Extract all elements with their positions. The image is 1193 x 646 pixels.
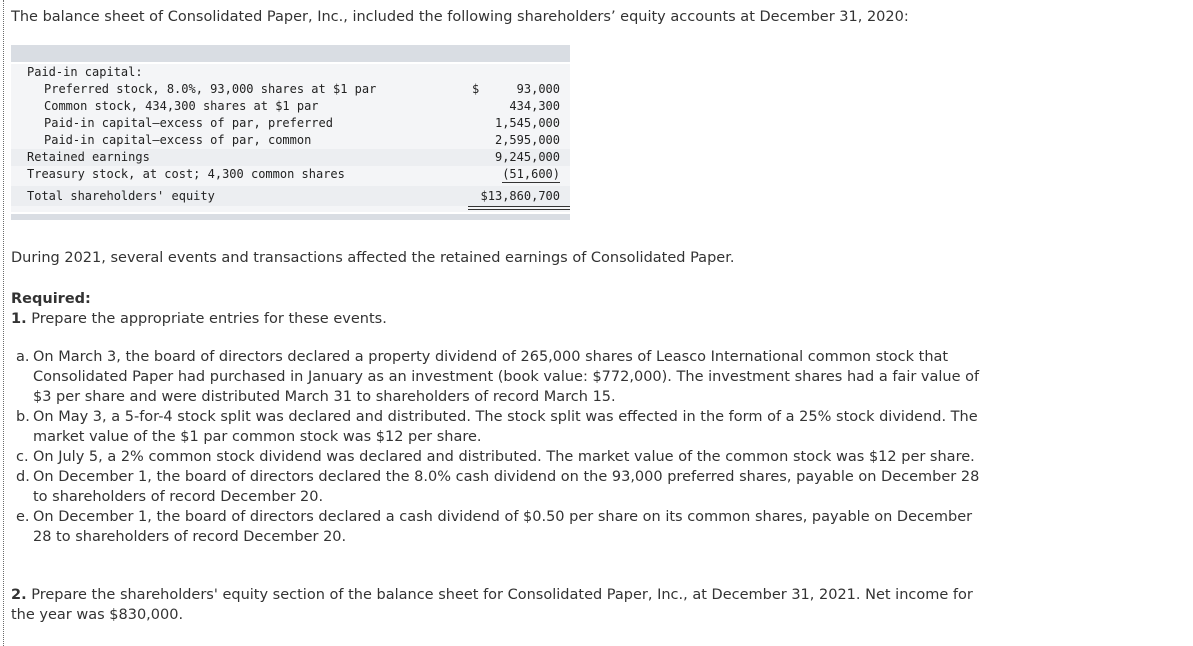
event-line: On December 1, the board of directors declared a cash dividend of $0.50 per share on its common shares, payable on December [33,509,973,525]
row-label: Retained earnings [27,150,150,164]
common-stock-row [11,98,570,115]
treasury-stock-row [11,166,570,183]
paid-in-capital-heading: Paid-in capital: [27,65,143,79]
left-dotted-rule [3,0,4,646]
event-letter: d. [16,469,30,485]
preferred-stock-row [11,81,570,98]
event-line: 28 to shareholders of record December 20. [33,529,347,545]
equity-table [11,45,570,220]
during-text: During 2021, several events and transactions affected the retained earnings of Consolidated Paper. [11,250,735,266]
requirement-2-line [11,585,1111,605]
total-equity-row [11,186,570,206]
requirement-1-number: 1. [11,311,27,327]
requirement-2 [11,585,1111,625]
event-letter: c. [16,449,29,465]
row-value: 93,000 [516,82,560,96]
event-line: Consolidated Paper had purchased in January as an investment (book value: $772,000). The investment shares had a fair value of [33,369,980,385]
equity-table-header-bar [11,45,570,62]
equity-table-body [11,64,570,212]
row-value: $13,860,700 [480,189,560,203]
total-double-rule-bottom [468,209,570,210]
row-value: 1,545,000 [494,116,560,130]
paid-in-capital-heading-row [11,64,570,81]
event-letter: b. [16,409,30,425]
event-d [16,467,1076,507]
currency-symbol: $ [472,82,480,96]
row-label: Paid-in capital—excess of par, common [44,133,312,147]
event-line: On March 3, the board of directors declared a property dividend of 265,000 shares of Leasco International common stock that [33,349,949,365]
total-double-rule-top [468,206,570,207]
requirement-2-number: 2. [11,587,27,603]
event-a [16,347,1076,407]
row-label: Treasury stock, at cost; 4,300 common shares [27,167,345,181]
event-line: market value of the $1 par common stock was $12 per share. [33,429,482,445]
event-letter: e. [16,509,30,525]
requirement-2-text: Prepare the shareholders' equity section of the balance sheet for Consolidated Paper, Inc., at December 31, 2021. Net income for [31,587,973,603]
row-value: 434,300 [509,99,560,113]
event-e [16,507,1076,547]
equity-table-footer-bar [11,214,570,220]
row-value: 9,245,000 [494,150,560,164]
row-label: Common stock, 434,300 shares at $1 par [44,99,319,113]
requirement-2-line: the year was $830,000. [11,607,184,623]
event-line: On May 3, a 5-for-4 stock split was declared and distributed. The stock split was effected in the form of a 25% stock dividend. The [33,409,978,425]
event-line: to shareholders of record December 20. [33,489,324,505]
row-value: (51,600) [502,167,560,181]
intro-text: The balance sheet of Consolidated Paper, Inc., included the following shareholders’ equity accounts at December 31, 2020: [11,9,909,25]
requirement-1-text: Prepare the appropriate entries for these events. [31,311,387,327]
event-line: On July 5, a 2% common stock dividend was declared and distributed. The market value of the common stock was $12 per share. [33,449,975,465]
requirement-1 [11,309,387,329]
excess-par-common-row [11,132,570,149]
row-value: 2,595,000 [494,133,560,147]
event-line: $3 per share and were distributed March 31 to shareholders of record March 15. [33,389,616,405]
excess-par-preferred-row [11,115,570,132]
retained-earnings-row [11,149,570,166]
event-letter: a. [16,349,30,365]
required-heading: Required: [11,291,91,307]
event-list [16,347,1076,547]
event-b [16,407,1076,447]
row-label: Paid-in capital—excess of par, preferred [44,116,333,130]
event-c [16,447,1076,467]
row-label: Preferred stock, 8.0%, 93,000 shares at $1 par [44,82,377,96]
event-line: On December 1, the board of directors declared the 8.0% cash dividend on the 93,000 preferred shares, payable on December 28 [33,469,980,485]
row-label: Total shareholders' equity [27,189,215,203]
